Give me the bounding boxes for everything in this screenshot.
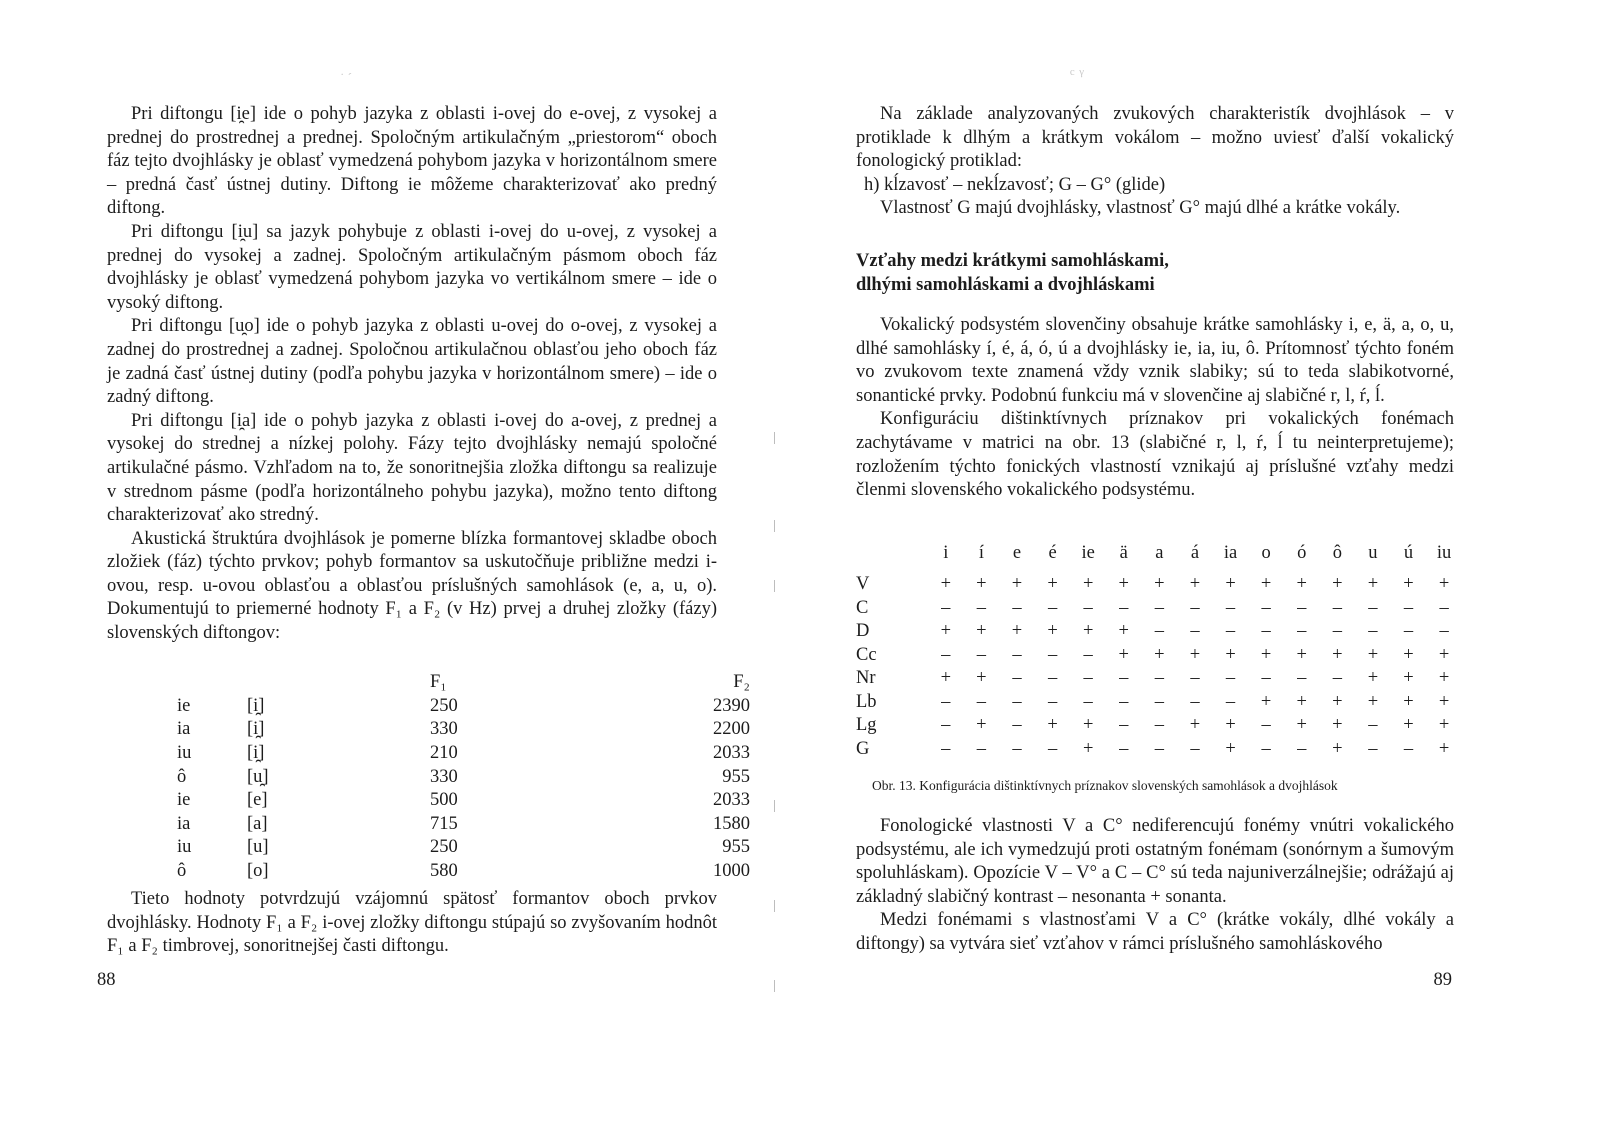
formant-row [160,813,750,837]
feature-value: – [1012,691,1022,712]
matrix-column-header: o [1261,543,1271,563]
matrix-column-header: é [1048,543,1057,563]
feature-value: + [1047,621,1058,642]
feature-value: + [1296,715,1307,736]
matrix-column-header: ie [1081,543,1095,563]
matrix-row [856,573,1462,597]
feature-value: + [976,621,987,642]
matrix-column-header: ä [1119,543,1128,563]
feature-value: + [1154,574,1165,595]
paragraph-formant-conclusion: Tieto hodnoty potvrdzujú vzájomnú spätosť formantov oboch prvkov dvojhlásky. Hodnoty F₁ a F₂ i-ovej zložky diftongu stúpajú so zvyšovaním hodnôt F₁ a F₂ timbrovej, sonoritnejšej časti diftongu. [107,889,717,957]
feature-value: + [1082,621,1094,642]
feature-value: – [1047,691,1058,712]
feature-value: – [1297,621,1307,642]
matrix-row [856,691,1462,715]
feature-value: – [1403,738,1414,759]
feature-value: – [1261,715,1271,736]
feature-value: + [1332,644,1343,665]
matrix-column-header: í [978,543,984,563]
feature-value: – [1368,597,1378,618]
feature-value: – [1190,668,1200,689]
feature-value: – [1154,597,1164,618]
feature-value: – [1261,597,1271,618]
gutter-marks [774,420,784,1020]
feature-value: + [1118,621,1129,642]
f2-value: 1580 [713,813,750,834]
formant-row [160,742,750,766]
feature-value: – [1047,738,1058,759]
feature-value: + [1367,574,1379,595]
feature-value: – [1012,597,1022,618]
diphthong-label: ie [177,790,191,811]
feature-value: – [1297,738,1307,759]
feature-value: – [1261,621,1271,642]
feature-value: – [1225,691,1236,712]
feature-value: + [1225,574,1236,595]
feature-value: + [1367,644,1379,665]
feature-value: – [1047,668,1058,689]
matrix-header-row [856,543,1462,573]
feature-value: + [1403,691,1414,712]
feature-value: – [1012,738,1022,759]
paragraph-phonological-properties: Fonologické vlastnosti V a C° nediferencujú fonémy vnútri vokalického podsystému, ale ich vymedzujú proti ostatným fonémam (sonórnym a šumovým spoluhláskam). Opozície V – V° a C – C° sú teda najuniverzálnejšie; odrážajú aj základný slabičný kontrast – nesonanta + sonanta. [856,816,1454,907]
formant-row [160,765,750,789]
feature-value: – [1083,644,1093,665]
feature-value: – [1439,621,1449,642]
feature-value: + [940,621,952,642]
feature-value: – [1190,621,1200,642]
f1-value: 210 [430,743,458,764]
paragraph-iu-diphthong: Pri diftongu [i̯u] sa jazyk pohybuje z oblasti i-ovej do u-ovej, z vysokej a prednej do vysokej a zadnej. Spoločným artikulačným pásmom oboch fáz dvojhlásky je oblasť vymedzená pohybom jazyka vo vertikálnom smere – ide o vysoký diftong. [107,221,717,313]
matrix-row [856,597,1462,621]
f2-value: 1000 [713,861,750,882]
feature-value: – [1190,738,1200,759]
matrix-column-header: ia [1223,543,1238,563]
feature-value: + [1011,574,1023,595]
feature-label: Nr [856,668,876,689]
feature-value: + [940,668,952,689]
ipa-symbol: [u̯] [247,766,269,787]
feature-value: + [1438,644,1450,665]
ipa-symbol: [i̯] [247,719,265,740]
page-number-right: 89 [1433,970,1452,990]
diphthong-label: ia [177,813,191,834]
feature-value: – [1154,621,1164,642]
figure-caption: Obr. 13. Konfigurácia dištinktívnych príznakov slovenských samohlások a dvojhlások [872,778,1338,793]
feature-value: – [1261,668,1271,689]
matrix-row [856,667,1462,691]
diphthong-label: iu [177,743,192,764]
feature-label: G [856,738,870,759]
feature-value: + [1296,644,1307,665]
feature-value: – [1225,597,1236,618]
feature-value: – [941,715,951,736]
feature-matrix [856,543,1462,761]
feature-value: + [1367,691,1379,712]
f1-value: 250 [430,837,458,858]
feature-value: – [976,597,987,618]
feature-value: + [976,574,987,595]
right-intro-text [856,103,1454,221]
left-closing-text [107,888,717,959]
f1-value: 715 [430,813,458,834]
feature-value: – [1083,668,1093,689]
feature-value: – [1403,621,1414,642]
diphthong-label: iu [177,837,192,858]
feature-value: + [1438,668,1450,689]
property-line: Vlastnosť G majú dvojhlásky, vlastnosť G° majú dlhé a krátke vokály. [880,198,1401,219]
feature-value: – [1119,597,1129,618]
feature-value: + [976,668,987,689]
feature-value: – [941,691,951,712]
formant-table [160,671,750,883]
feature-value: – [1332,597,1342,618]
f1-value: 330 [430,766,458,787]
feature-value: – [1368,621,1378,642]
feature-value: + [1225,738,1236,759]
ipa-symbol: [u] [247,837,269,858]
right-page [800,0,1600,1133]
feature-value: + [1438,574,1450,595]
formant-table-body [160,695,750,884]
feature-value: – [1332,621,1342,642]
formant-row [160,789,750,813]
paragraph-intro: Na základe analyzovaných zvukových charakteristík dvojhlások – v protiklade k dlhým a krátkym vokálom – možno uviesť ďalší vokalický fonologický protiklad: [856,104,1454,172]
formant-row [160,695,750,719]
feature-value: + [1047,574,1058,595]
feature-value: + [1296,691,1307,712]
matrix-row [856,738,1462,762]
matrix-column-header: iu [1436,543,1452,563]
matrix-body [856,573,1462,761]
feature-value: – [1297,597,1307,618]
matrix-column-header: e [1012,543,1022,563]
feature-value: + [1082,715,1094,736]
feature-value: – [1047,644,1058,665]
paragraph-uo-diphthong: Pri diftongu [u̯o] ide o pohyb jazyka z oblasti u-ovej do o-ovej, z vysokej a zadnej do prostrednej a zadnej. Spoločnou artikulačnou oblasťou jeho oboch fáz je zadná časť ústnej dutiny (podľa pohybu jazyka v horizontálnom smere) – ide o zadný diftong. [107,316,717,408]
feature-value: – [941,597,951,618]
formant-row [160,718,750,742]
right-lower-text [856,815,1454,957]
feature-value: – [1190,597,1200,618]
f2-value: 2033 [713,790,750,811]
feature-value: – [1083,691,1093,712]
feature-value: + [1260,574,1272,595]
feature-value: – [1154,691,1164,712]
feature-value: – [1154,715,1164,736]
f1-value: 580 [430,861,458,882]
feature-value: – [1225,668,1236,689]
feature-value: – [1439,597,1449,618]
feature-value: + [1011,621,1023,642]
scan-smudge: ˙ ˊ [340,70,352,85]
feature-value: + [976,715,987,736]
ipa-symbol: [a] [247,813,268,834]
matrix-column-header: á [1190,543,1200,563]
feature-value: – [1403,597,1414,618]
feature-value: + [1403,644,1414,665]
paragraph-configuration: Konfiguráciu dištinktívnych príznakov pri vokalických fonémach zachytávame v matrici na obr. 13 (slabičné r, l, ŕ, ĺ tu neinterpretujeme); rozložením týchto fonických vlastností vznikajú aj príslušné vzťahy medzi členmi slovenského vokalického podsystému. [856,409,1454,501]
f1-value: 250 [430,695,458,716]
feature-value: – [1190,691,1200,712]
feature-value: – [1119,691,1129,712]
diphthong-label: ô [177,766,187,787]
feature-value: + [1189,574,1201,595]
matrix-column-header: ú [1403,543,1414,563]
feature-label: Lb [856,691,877,712]
feature-value: + [1367,668,1379,689]
feature-value: – [1297,668,1307,689]
matrix-column-header: ó [1297,543,1307,563]
feature-value: + [1047,715,1058,736]
feature-value: – [976,691,987,712]
matrix-row [856,644,1462,668]
ipa-symbol: [e] [247,790,268,811]
matrix-column-header: i [943,543,949,563]
matrix-column-header: a [1155,543,1164,563]
header-f2: F₂ [733,672,750,693]
feature-value: – [941,738,951,759]
diphthong-label: ia [177,719,191,740]
feature-value: + [1403,668,1414,689]
left-body-text [107,103,717,646]
feature-value: + [1225,644,1236,665]
ipa-symbol: [i̯] [247,743,265,764]
feature-value: – [1083,597,1093,618]
feature-value: – [976,644,987,665]
feature-value: – [1012,644,1022,665]
feature-value: – [1119,668,1129,689]
feature-value: + [1118,644,1129,665]
feature-value: + [1082,738,1094,759]
feature-value: – [1119,715,1129,736]
paragraph-vocalic-subsystem: Vokalický podsystém slovenčiny obsahuje krátke samohlásky i, e, ä, a, o, u, dlhé samohlásky í, é, á, ó, ú a dvojhlásky ie, ia, iu, ô. Prítomnosť týchto foném vo zvukovom texte znamená vždy vznik slabiky; sú to teda slabikotvorné, sonantické prvky. Podobnú funkciu má v slovenčine aj slabičné r, l, ŕ, ĺ. [856,315,1454,406]
ipa-symbol: [o] [247,861,269,882]
feature-value: – [1154,668,1164,689]
f2-value: 2200 [713,719,750,740]
formant-row [160,836,750,860]
feature-label: Lg [856,715,877,736]
feature-value: + [1332,574,1343,595]
feature-label: C [856,597,869,618]
feature-value: + [1332,715,1343,736]
diphthong-label: ie [177,695,191,716]
feature-value: + [940,574,952,595]
opposition-line: h) kĺzavosť – nekĺzavosť; G – G° (glide) [864,174,1166,195]
feature-value: + [1296,574,1307,595]
f2-value: 955 [722,766,750,787]
scan-smudge: ᶜ ᵞ [1070,64,1084,84]
feature-value: + [1403,715,1414,736]
page-number-left: 88 [97,970,116,990]
feature-value: + [1438,738,1450,759]
feature-value: + [1225,715,1236,736]
feature-label: Cc [856,644,877,665]
feature-value: + [1154,644,1165,665]
feature-value: + [1438,691,1450,712]
formant-row [160,860,750,884]
section-heading-line-1: Vzťahy medzi krátkymi samohláskami, [856,251,1169,271]
feature-value: – [1368,738,1378,759]
paragraph-relations: Medzi fonémami s vlastnosťami V a C° (krátke vokály, dlhé vokály a diftongy) sa vytvára sieť vzťahov v rámci príslušného samohláskového [856,910,1454,954]
feature-value: – [1154,738,1164,759]
feature-value: – [1225,621,1236,642]
matrix-row [856,620,1462,644]
feature-value: – [1012,668,1022,689]
feature-label: D [856,621,870,642]
feature-value: – [1332,668,1342,689]
feature-value: – [1047,597,1058,618]
section-heading [856,250,1456,297]
feature-value: + [1260,644,1272,665]
feature-value: + [1332,738,1343,759]
feature-value: + [1118,574,1129,595]
feature-value: – [1012,715,1022,736]
feature-value: – [1261,738,1271,759]
matrix-column-header: u [1368,543,1378,563]
diphthong-label: ô [177,861,187,882]
section-heading-line-2: dlhými samohláskami a dvojhláskami [856,274,1155,295]
feature-value: – [976,738,987,759]
header-f1: F₁ [430,672,447,693]
feature-value: – [1368,715,1378,736]
feature-label: V [856,574,870,595]
matrix-row [856,714,1462,738]
feature-value: – [1119,738,1129,759]
f2-value: 2390 [713,695,750,716]
f1-value: 330 [430,719,458,740]
f2-value: 955 [722,837,750,858]
feature-value: – [941,644,951,665]
feature-value: + [1332,691,1343,712]
feature-value: + [1438,715,1450,736]
f1-value: 500 [430,790,458,811]
ipa-symbol: [i̯] [247,695,265,716]
paragraph-acoustic-structure: Akustická štruktúra dvojhlások je pomerne blízka formantovej skladbe oboch zložiek (fáz) týchto prvkov; pohyb formantov sa uskutočňuje približne medzi i-ovou, resp. u-ovou oblasťou a oblasťou príslušných samohlások (e, a, u, o). Dokumentujú to priemerné hodnoty F₁ a F₂ (v Hz) prvej a druhej zložky (fázy) slovenských diftongov: [107,528,717,644]
paragraph-ie-diphthong: Pri diftongu [i̯e] ide o pohyb jazyka z oblasti i-ovej do e-ovej, z vysokej a prednej do prostrednej a prednej. Spoločným artikulačným „priestorom“ oboch fáz tejto dvojhlásky je oblasť vymedzená pohybom jazyka v horizontálnom smere – predná časť ústnej dutiny. Diftong ie môžeme charakterizovať ako predný diftong. [107,104,717,219]
feature-value: + [1403,574,1414,595]
paragraph-ia-diphthong: Pri diftongu [i̯a] ide o pohyb jazyka z oblasti i-ovej do a-ovej, z prednej a vysokej do strednej a nízkej polohy. Fázy tejto dvojhlásky nemajú spoločné artikulačné pásmo. Vzhľadom na to, že sonoritnejšia zložka diftongu sa realizuje v strednom pásme (podľa horizontálneho pohybu jazyka), možno tento diftong charakterizovať ako stredný. [107,410,717,526]
feature-value: + [1189,715,1201,736]
f2-value: 2033 [713,743,750,764]
right-body-text [856,314,1454,503]
feature-value: + [1082,574,1094,595]
matrix-column-header: ô [1332,543,1342,563]
formant-table-header [160,671,750,695]
feature-value: + [1260,691,1272,712]
feature-value: + [1189,644,1201,665]
